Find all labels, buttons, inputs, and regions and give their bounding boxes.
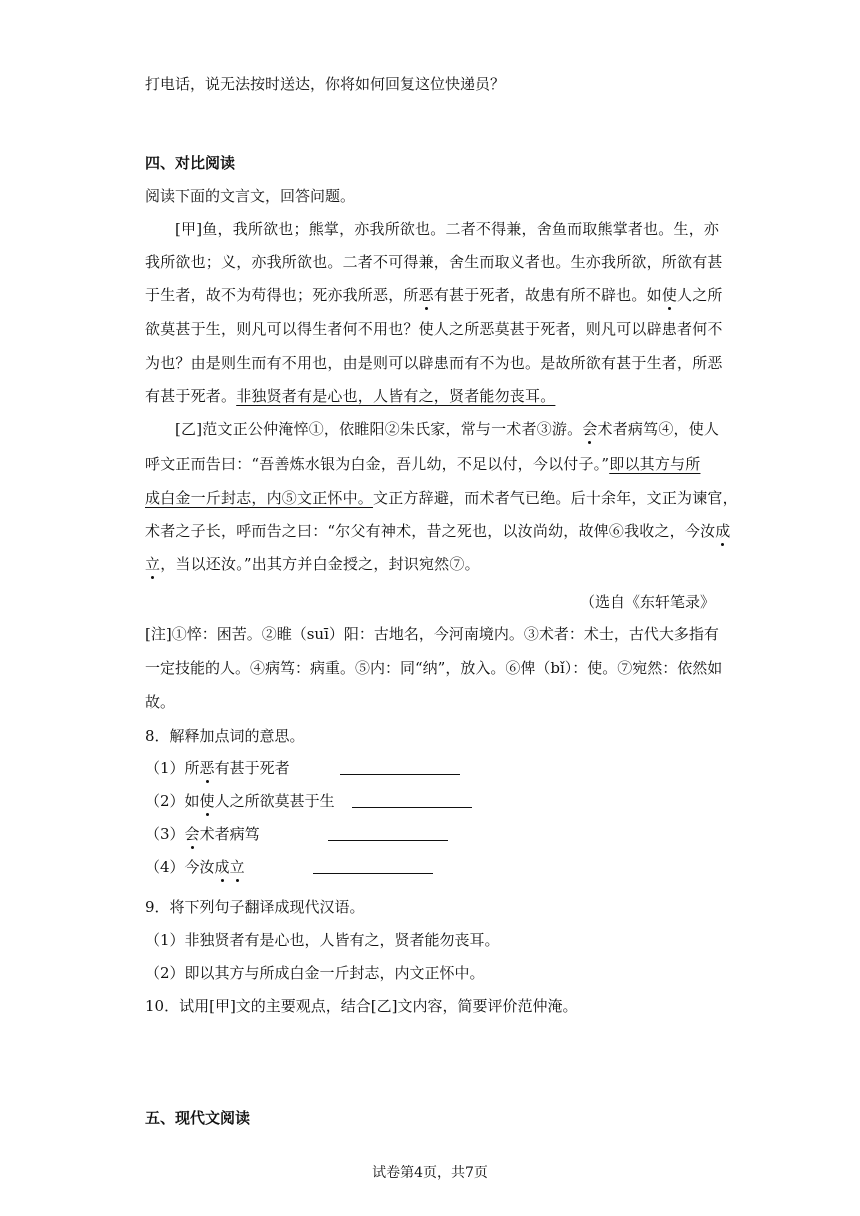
q8-item-1-dotted: 恶 bbox=[199, 759, 215, 777]
jia-line-3a: 于生者，故不为苟得也；死亦我所恶，所 bbox=[145, 286, 419, 304]
jia-underlined-sentence: 非独贤者有是心也，人皆有之，贤者能勿丧耳。 bbox=[236, 387, 556, 405]
yi-line-2a: 呼文正而告曰：“吾善炼水银为白金，吾儿幼，不足以付，今以付子。” bbox=[145, 455, 610, 473]
yi-line-1b: 术者病笃④，使人 bbox=[597, 420, 720, 438]
q8-item-1-pre: （1）所 bbox=[145, 759, 200, 777]
page-footer: 试卷第4页，共7页 bbox=[372, 1165, 488, 1181]
q8-item-2 bbox=[145, 791, 335, 811]
dotted-char-shi: 使 bbox=[661, 286, 678, 304]
q8-item-4-pre: （4）今汝 bbox=[145, 858, 215, 876]
q8-item-2-dotted: 使 bbox=[199, 792, 215, 810]
section5-title: 五、现代文阅读 bbox=[145, 1109, 251, 1127]
jia-line-1: [甲]鱼，我所欲也；熊掌，亦我所欲也。二者不得兼，舍鱼而取熊掌者也。生，亦 bbox=[175, 220, 720, 238]
q8-item-3 bbox=[145, 824, 260, 844]
passage-source: （选自《东轩笔录》 bbox=[579, 593, 715, 611]
yi-line-2 bbox=[145, 454, 700, 474]
dotted-char-e: 恶 bbox=[418, 286, 434, 304]
q8-answer-blank-4[interactable] bbox=[313, 857, 433, 877]
q9-stem: 9．将下列句子翻译成现代汉语。 bbox=[145, 898, 365, 916]
q8-item-3-dotted: 会 bbox=[184, 825, 200, 843]
section4-instruction: 阅读下面的文言文，回答问题。 bbox=[145, 187, 356, 205]
q8-item-2-pre: （2）如 bbox=[145, 792, 200, 810]
yi-line-5b: ，当以还汝。”出其方并白金授之，封识宛然⑦。 bbox=[160, 555, 480, 573]
previous-question-tail: 打电话，说无法按时送达，你将如何回复这位快递员？ bbox=[145, 75, 506, 93]
q8-answer-blank-1[interactable] bbox=[340, 758, 460, 778]
q8-item-2-post: 人之所欲莫甚于生 bbox=[214, 792, 335, 810]
section4-title: 四、对比阅读 bbox=[145, 154, 236, 172]
q8-item-4 bbox=[145, 857, 245, 877]
jia-line-6a: 有甚于死者。 bbox=[145, 387, 237, 405]
q10-stem: 10．试用[甲]文的主要观点，结合[乙]文内容，简要评价范仲淹。 bbox=[145, 997, 578, 1015]
jia-line-3c: 人之所 bbox=[677, 286, 723, 304]
yi-line-5 bbox=[145, 554, 480, 574]
notes-line-3: 故。 bbox=[145, 693, 176, 711]
jia-line-2: 我所欲也；义，亦我所欲也。二者不可得兼，舍生而取义者也。生亦我所欲，所欲有甚 bbox=[145, 253, 723, 271]
q8-item-3-post: 术者病笃 bbox=[199, 825, 260, 843]
jia-line-4: 欲莫甚于生，则凡可以得生者何不用也？使人之所恶莫甚于死者，则凡可以辟患者何不 bbox=[145, 320, 723, 338]
yi-underlined-part-2: 成白金一斤封志，内⑤文正怀中。 bbox=[145, 489, 374, 507]
yi-line-3b: 文正方辞避，而术者气已绝。后十余年，文正为谏官， bbox=[373, 489, 738, 507]
jia-line-6 bbox=[145, 386, 555, 406]
notes-line-2: 一定技能的人。④病笃：病重。⑤内：同“纳”，放入。⑥俾（bǐ）：使。⑦宛然：依然如 bbox=[145, 659, 723, 677]
notes-line-1: [注]①悴：困苦。②睢（suī）阳：古地名，今河南境内。③术者：术士，古代大多指有 bbox=[145, 625, 719, 643]
dotted-char-hui: 会 bbox=[582, 420, 598, 438]
yi-line-3 bbox=[145, 488, 738, 508]
q8-answer-blank-3[interactable] bbox=[328, 824, 448, 844]
q8-item-1 bbox=[145, 758, 290, 778]
jia-line-3b: 有甚于死者，故患有所不辟也。如 bbox=[433, 286, 662, 304]
q8-stem: 8．解释加点词的意思。 bbox=[145, 727, 305, 745]
jia-line-5: 为也？由是则生而有不用也，由是则可以辟患而有不为也。是故所欲有甚于生者，所恶 bbox=[145, 354, 723, 372]
jia-line-3 bbox=[145, 285, 723, 305]
q8-item-1-post: 有甚于死者 bbox=[214, 759, 290, 777]
yi-line-4 bbox=[145, 521, 730, 541]
yi-underlined-part-1: 即以其方与所 bbox=[609, 455, 701, 473]
dotted-char-li: 立 bbox=[145, 555, 161, 573]
dotted-char-cheng: 成 bbox=[715, 522, 731, 540]
yi-line-1 bbox=[175, 419, 719, 439]
q8-item-4-dotted-1: 成 bbox=[214, 858, 230, 876]
q9-item-2: （2）即以其方与所成白金一斤封志，内文正怀中。 bbox=[145, 964, 485, 982]
q8-item-3-pre: （3） bbox=[145, 825, 185, 843]
q8-item-4-dotted-2: 立 bbox=[229, 858, 245, 876]
q8-answer-blank-2[interactable] bbox=[352, 791, 472, 811]
q9-item-1: （1）非独贤者有是心也，人皆有之，贤者能勿丧耳。 bbox=[145, 931, 500, 949]
yi-line-1a: [乙]范文正公仲淹悴①，依睢阳②朱氏家，常与一术者③游。 bbox=[175, 420, 583, 438]
yi-line-4a: 术者之子长，呼而告之曰：“尔父有神术，昔之死也，以汝尚幼，故俾⑥我收之，今汝 bbox=[145, 522, 716, 540]
